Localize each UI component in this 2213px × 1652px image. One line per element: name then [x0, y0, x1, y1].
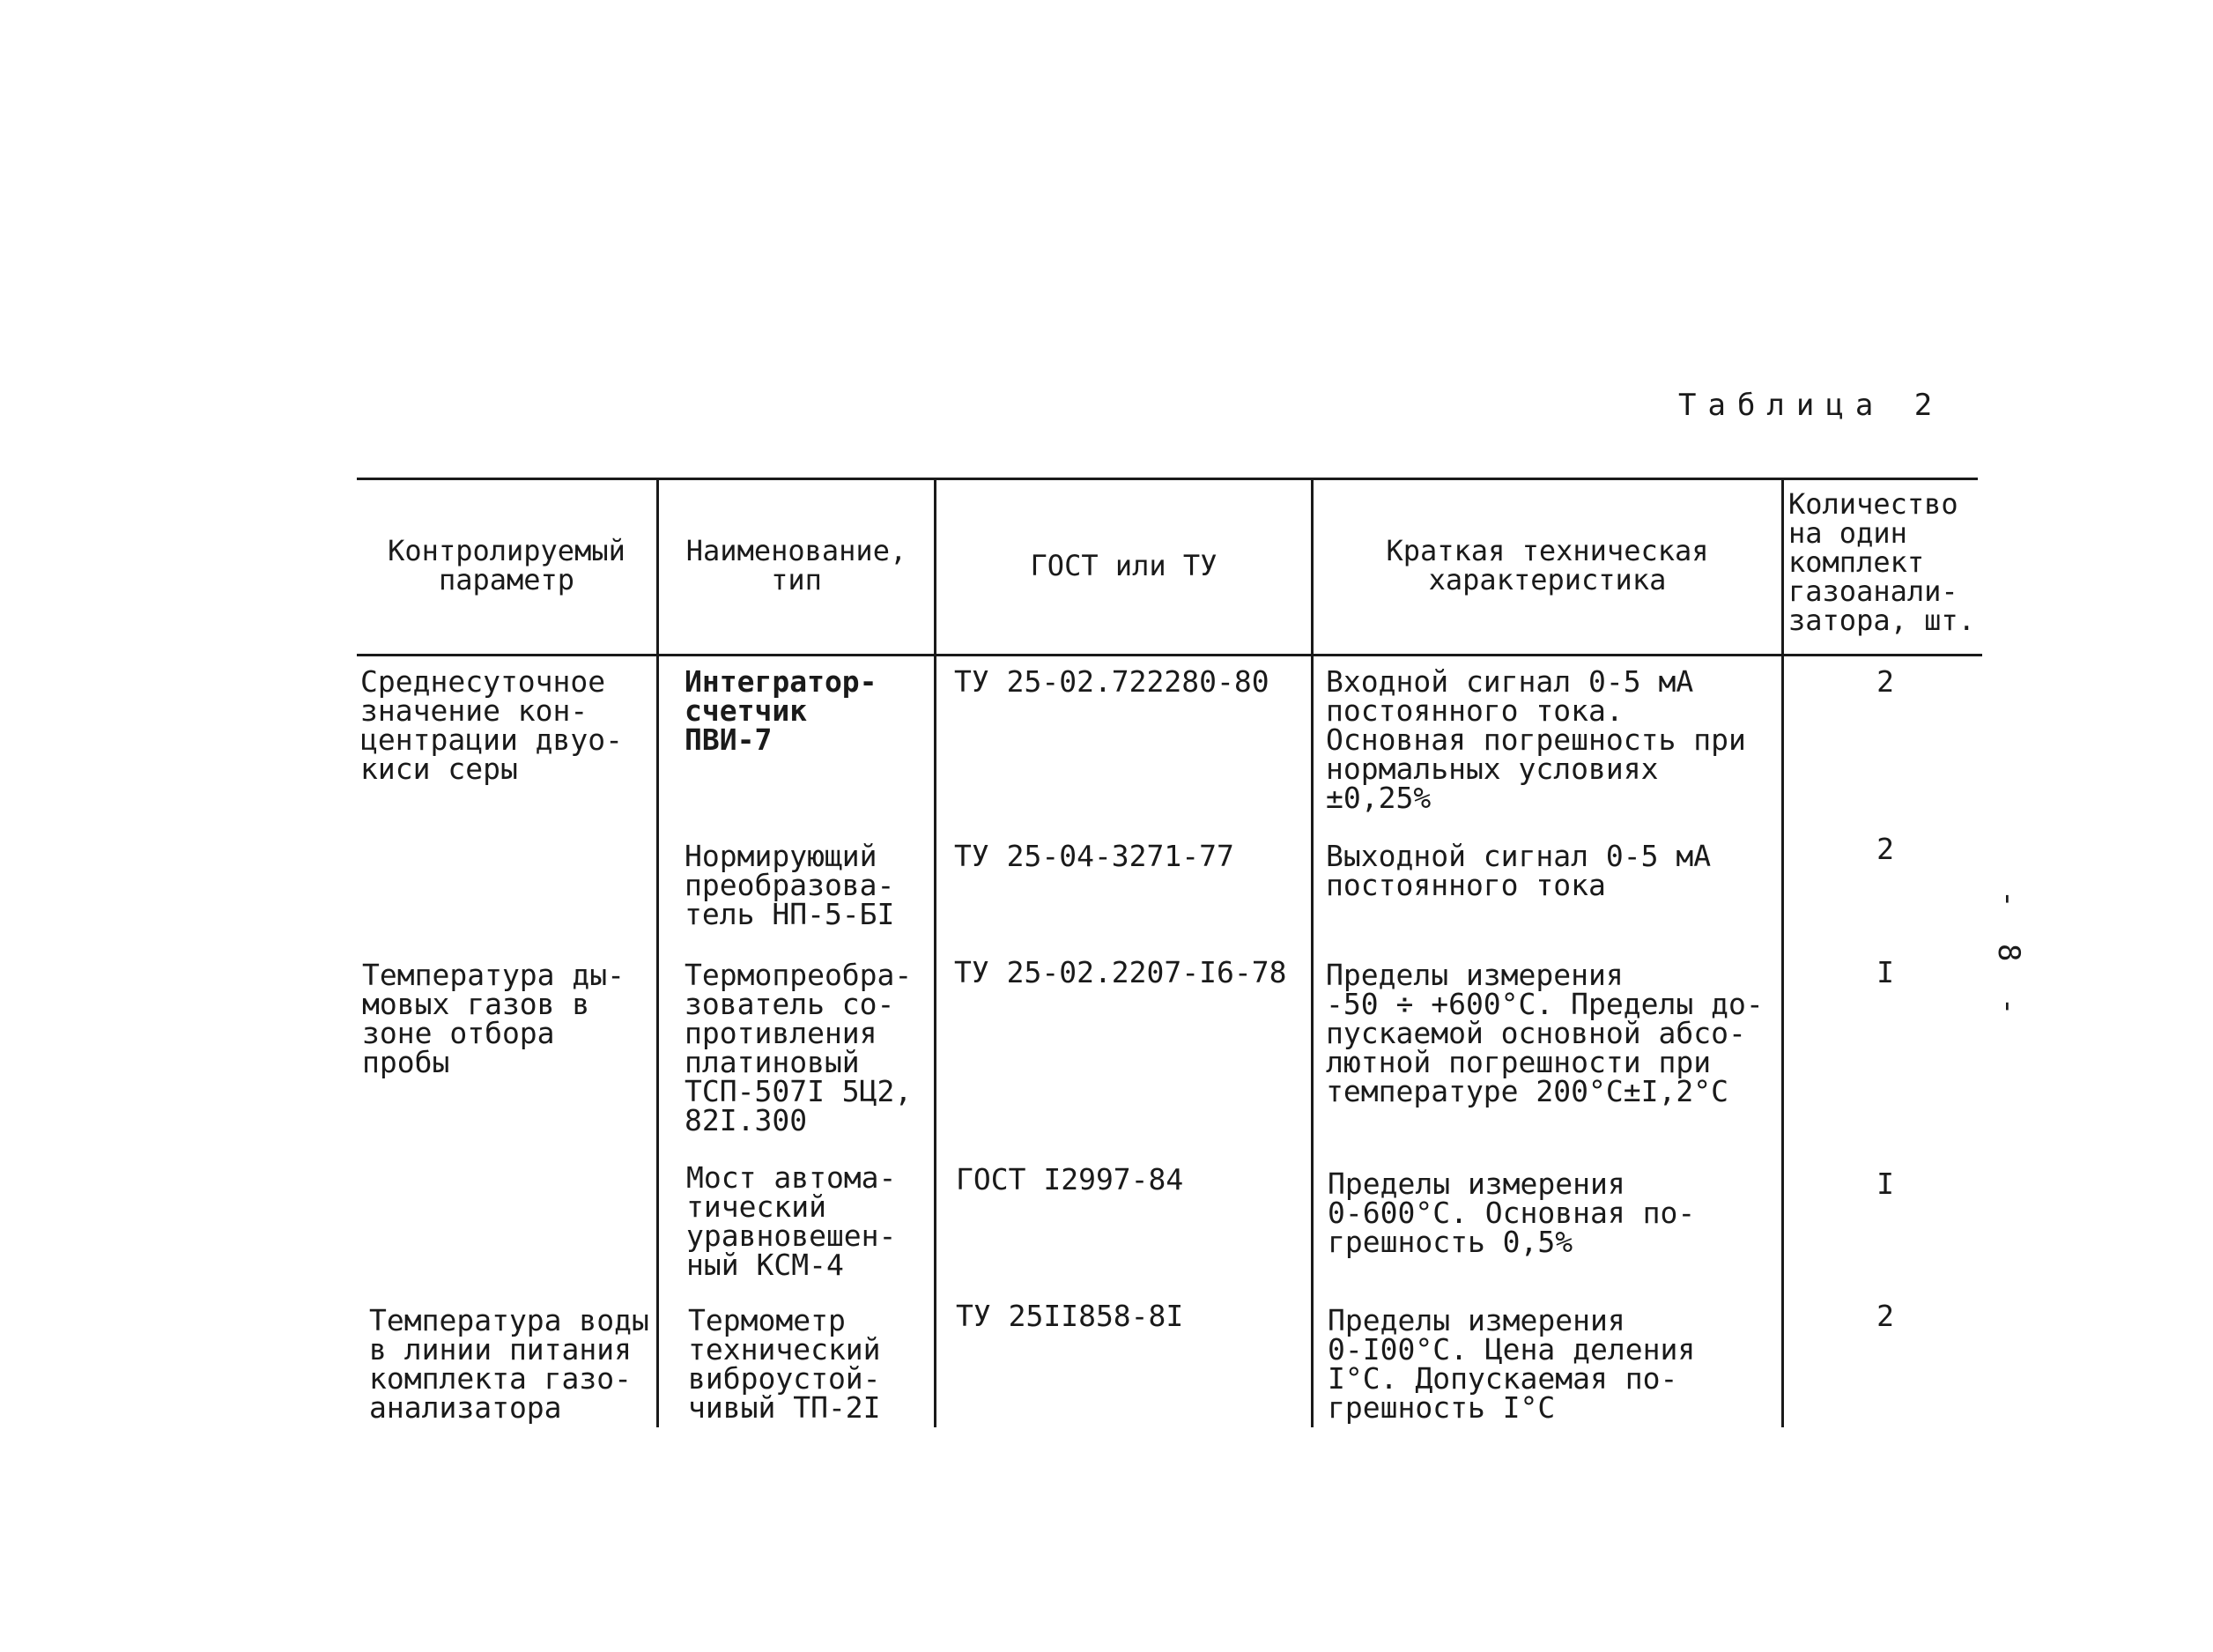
row-3-qty: I — [1876, 955, 1894, 989]
equipment-table — [357, 478, 1982, 1427]
row-4-gost: ГОСТ I2997-84 — [956, 1162, 1184, 1196]
row-5-name: Термометр технический виброустой- чивый ТП-2I — [688, 1303, 881, 1425]
column-divider — [1781, 478, 1784, 1427]
row-1-param: Среднесуточное значение кон- центрации двуо- киси серы — [360, 664, 624, 786]
row-2-gost: ТУ 25-04-3271-77 — [954, 839, 1234, 873]
row-1-gost: ТУ 25-02.722280-80 — [954, 664, 1269, 699]
row-5-spec: Пределы измерения 0-I00°С. Цена деления I°С. Допускаемая по- грешность I°С — [1328, 1303, 1696, 1425]
row-2-qty: 2 — [1876, 832, 1894, 866]
header-qty: Количество на один комплект газоанали- затора, шт. — [1788, 487, 1975, 637]
row-2-name: Нормирующий преобразова- тель НП-5-БI — [685, 839, 895, 931]
header-name: Наименование, тип — [685, 534, 907, 596]
table-caption: Таблица 2 — [1678, 388, 1944, 423]
header-bottom-rule — [357, 654, 1982, 656]
row-3-spec: Пределы измерения -50 ÷ +600°С. Пределы до- пускаемой основной абсо- лютной погрешности при температуре 200°С±I,2°С — [1326, 958, 1764, 1108]
page-number: - 8 - — [1991, 890, 2026, 1025]
row-5-param: Температура воды в линии питания комплекта газо- анализатора — [369, 1303, 649, 1425]
header-spec: Краткая техническая характеристика — [1386, 534, 1709, 596]
row-3-param: Температура ды- мовых газов в зоне отбора пробы — [362, 958, 625, 1079]
row-3-gost: ТУ 25-02.2207-I6-78 — [954, 955, 1287, 989]
header-param: Контролируемый параметр — [388, 534, 625, 596]
row-3-name: Термопреобра- зователь со- противления платиновый ТСП-507I 5Ц2, 82I.300 — [685, 958, 913, 1137]
row-4-qty: I — [1876, 1167, 1894, 1201]
row-1-name: Интегратор- счетчик ПВИ-7 — [685, 664, 877, 757]
row-1-spec: Входной сигнал 0-5 мА постоянного тока. Основная погрешность при нормальных условиях ±0,25% — [1326, 664, 1746, 815]
header-gost: ГОСТ или ТУ — [1030, 548, 1218, 582]
row-1-qty: 2 — [1876, 664, 1894, 699]
row-5-gost: ТУ 25II858-8I — [956, 1299, 1184, 1333]
row-2-spec: Выходной сигнал 0-5 мА постоянного тока — [1326, 839, 1712, 902]
row-4-spec: Пределы измерения 0-600°С. Основная по- грешность 0,5% — [1328, 1167, 1696, 1259]
row-4-name: Мост автома- тический уравновешен- ный КСМ-4 — [686, 1160, 897, 1282]
row-5-qty: 2 — [1876, 1299, 1894, 1333]
